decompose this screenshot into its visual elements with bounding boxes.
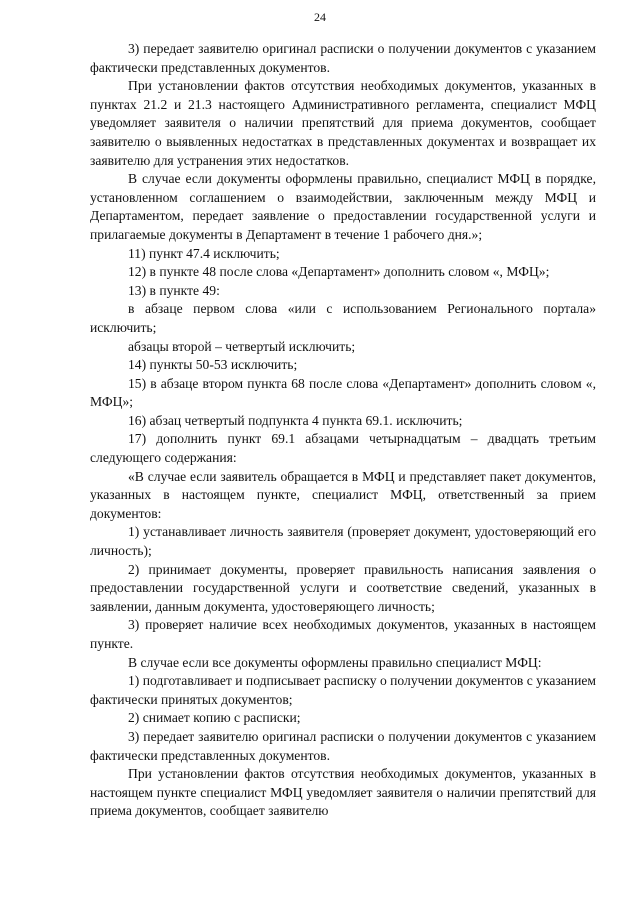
paragraph: 11) пункт 47.4 исключить; [128,245,280,261]
paragraph: В случае если документы оформлены правильно, специалист МФЦ в порядке, установленном соглашением о взаимодействии, заключенным между МФЦ и Департаментом, передает заявление о предоставлении государственной услуги и прилагаемые документы в Департамент в течение 1 рабочего дня.»; [90,171,596,242]
paragraph: При установлении фактов отсутствия необходимых документов, указанных в настоящем пункте специалист МФЦ уведомляет заявителя о наличии препятствий для приема документов, сообщает заявителю [90,766,596,819]
paragraph: 1) устанавливает личность заявителя (проверяет документ, удостоверяющий его личность); [90,524,596,559]
paragraph: 15) в абзаце втором пункта 68 после слова «Департамент» дополнить словом «, МФЦ»; [90,375,596,410]
page-number: 24 [314,10,326,24]
paragraph: 2) снимает копию с расписки; [128,710,301,726]
paragraph: 3) проверяет наличие всех необходимых документов, указанных в настоящем пункте. [90,617,596,651]
paragraph: В случае если все документы оформлены правильно специалист МФЦ: [128,654,542,670]
paragraph: «В случае если заявитель обращается в МФЦ и представляет пакет документов, указанных в настоящем пункте, специалист МФЦ, ответственный за прием документов: [90,468,596,521]
paragraph: 1) подготавливает и подписывает расписку о получении документов с указанием фактически принятых документов; [90,673,596,707]
paragraph: в абзаце первом слова «или с использованием Регионального портала» исключить; [90,301,596,335]
document-body [90,40,596,821]
paragraph: 14) пункты 50-53 исключить; [128,357,298,373]
paragraph: 13) в пункте 49: [128,282,220,298]
paragraph: 2) принимает документы, проверяет правильность написания заявления о предоставлении государственной услуги и соответствие сведений, указанных в заявлении, данным документа, удостоверяющего личность; [90,561,596,614]
paragraph: 3) передает заявителю оригинал расписки о получении документов с указанием фактически представленных документов. [90,41,596,75]
paragraph: 17) дополнить пункт 69.1 абзацами четырнадцатым – двадцать третьим следующего содержания: [90,431,596,466]
paragraph: 3) передает заявителю оригинал расписки о получении документов с указанием фактически представленных документов. [90,728,596,763]
paragraph: 16) абзац четвертый подпункта 4 пункта 69.1. исключить; [128,412,463,428]
paragraph: При установлении фактов отсутствия необходимых документов, указанных в пунктах 21.2 и 21.3 настоящего Административного регламента, специалист МФЦ уведомляет заявителя о наличии препятствий для приема документов, сообщает заявителю о выявленных недостатках в представленных документах и возвращает их заявителю для устранения этих недостатков. [90,78,596,168]
paragraph: 12) в пункте 48 после слова «Департамент» дополнить словом «, МФЦ»; [128,264,550,280]
paragraph: абзацы второй – четвертый исключить; [128,338,356,354]
